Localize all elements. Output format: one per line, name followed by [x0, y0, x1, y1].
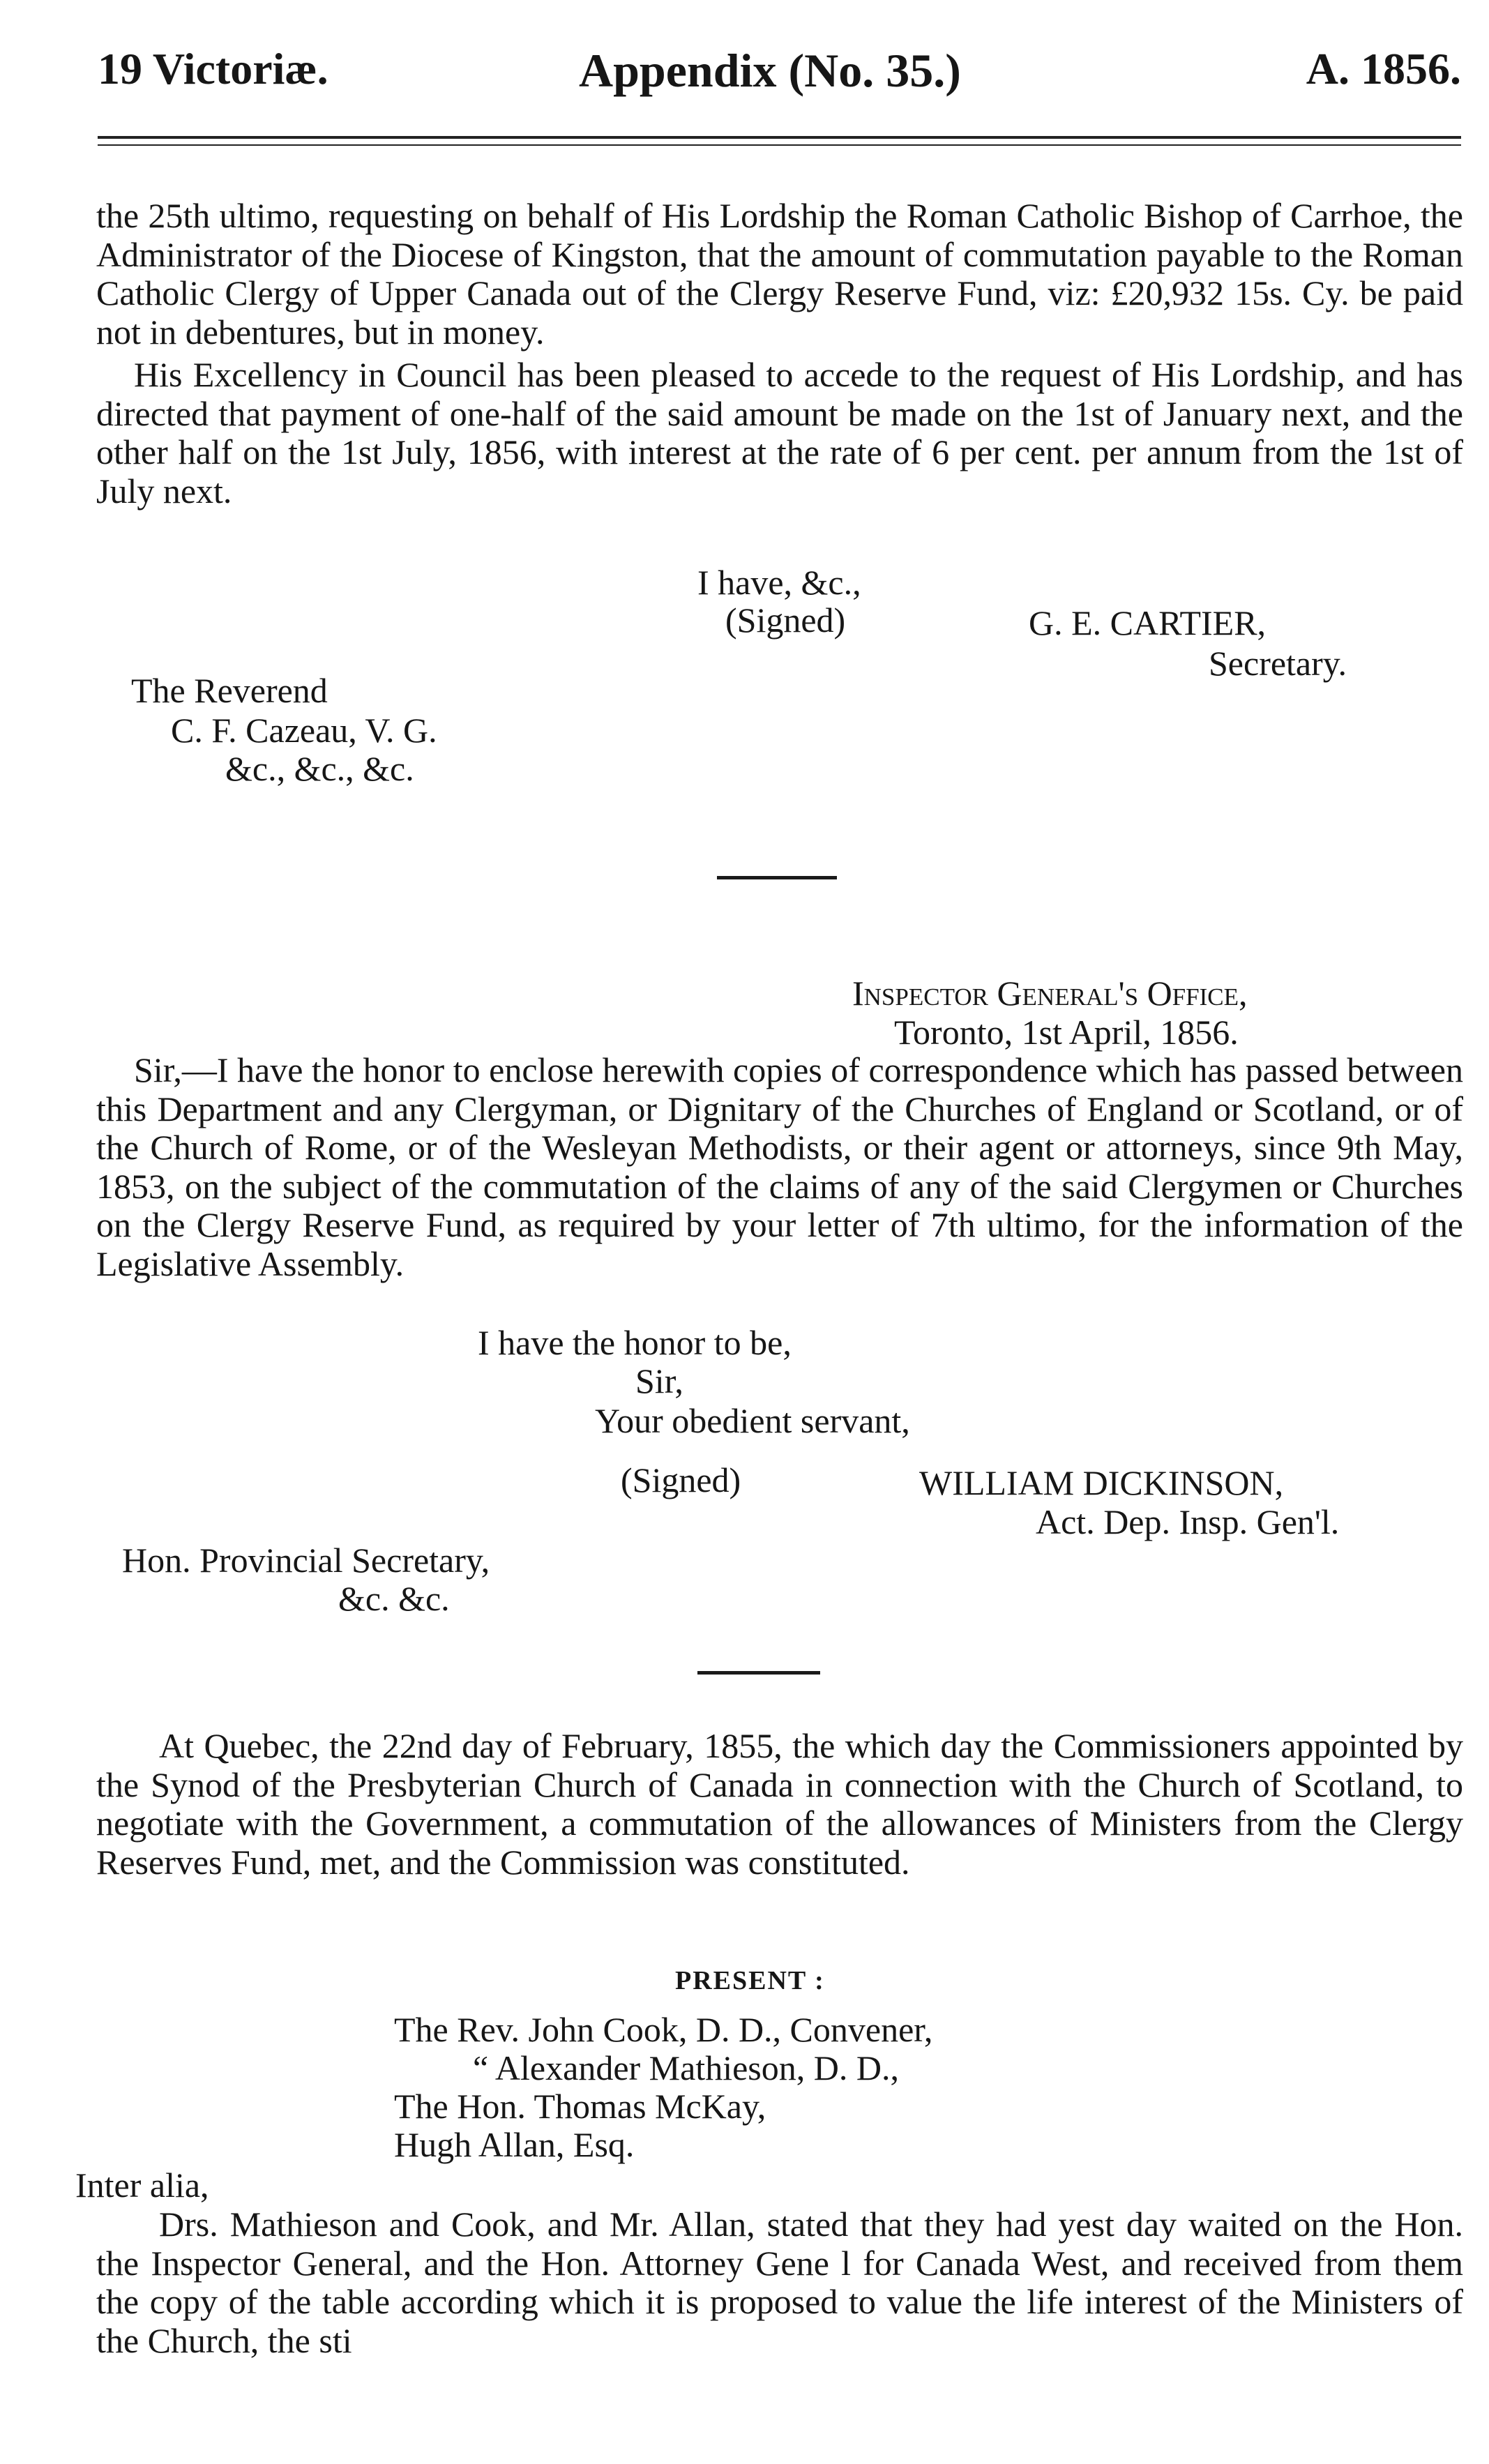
letter2-body-block: [96, 1051, 1463, 1283]
letter1-closing: I have, &c.,: [697, 563, 861, 602]
letter2-place-date: Toronto, 1st April, 1856.: [894, 1013, 1239, 1052]
inter-alia: Inter alia,: [75, 2166, 209, 2205]
letter1-signed: (Signed): [725, 600, 846, 640]
letter2-office: Inspector General's Office,: [852, 974, 1248, 1013]
header-year: A. 1856.: [1306, 44, 1461, 93]
letter2-signer: WILLIAM DICKINSON,: [919, 1463, 1284, 1502]
present-member: “ Alexander Mathieson, D. D.,: [473, 2048, 899, 2087]
letter2-closing-2: Sir,: [635, 1361, 683, 1400]
letter1-paragraph-1: the 25th ultimo, requesting on behalf of His Lordship the Roman Catholic Bishop of Carrhoe, the Administrator of the Diocese of Kingston, that the amount of commutation payable to the Roman Catholic Clergy of Upper Canada out of the Clergy Reserve Fund, viz: £20,932 15s. Cy. be paid not in debentures, but in money.: [96, 196, 1463, 352]
present-member: Hugh Allan, Esq.: [394, 2125, 635, 2164]
letter1-paragraph-2: His Excellency in Council has been pleased to accede to the request of His Lordship, and has directed that payment of one-half of the said amount be made on the 1st of January next, and the other half on the 1st July, 1856, with interest at the rate of 6 per cent. per annum from the 1st of July next.: [96, 355, 1463, 511]
letter2-signed: (Signed): [621, 1460, 741, 1499]
letter2-closing-1: I have the honor to be,: [478, 1323, 792, 1362]
letter2-body: Sir,—I have the honor to enclose herewith copies of correspondence which has passed between this Department and any Clergyman, or Dignitary of the Churches of England or Scotland, or of the Church of Rome, or of the Wesleyan Methodists, or their agent or attorneys, since 9th May, 1853, on the subject of the commutation of the claims of any of the said Clergymen or Churches on the Clergy Reserve Fund, as required by your letter of 7th ultimo, for the information of the Legislative Assembly.: [96, 1050, 1463, 1283]
letter2-addressee-1: Hon. Provincial Secretary,: [122, 1541, 490, 1580]
minutes-paragraph-2-block: [96, 2205, 1463, 2442]
letter1-signer: G. E. CARTIER,: [1029, 603, 1267, 642]
minutes-paragraph-2: Drs. Mathieson and Cook, and Mr. Allan, stated that they had yest day waited on the Hon. the Inspector General, and the Hon. Attorney Gene l for Canada West, and received from them the copy of the table according which it is proposed to value the life interest of the Ministers of the Church, the sti: [96, 2205, 1463, 2360]
present-member: The Rev. John Cook, D. D., Convener,: [394, 2010, 933, 2049]
section-divider-2: [697, 1671, 820, 1675]
letter1-body: [96, 197, 1463, 511]
header-double-rule: [98, 136, 1461, 146]
letter1-addressee-3: &c., &c., &c.: [225, 749, 414, 788]
present-heading: PRESENT :: [675, 1966, 825, 1995]
section-divider-1: [717, 876, 837, 879]
letter2-addressee-2: &c. &c.: [338, 1579, 450, 1618]
letter2-signer-title: Act. Dep. Insp. Gen'l.: [1036, 1502, 1340, 1541]
header-session: 19 Victoriæ.: [98, 44, 328, 93]
header-appendix: Appendix (No. 35.): [579, 44, 961, 97]
minutes-block: [96, 1727, 1463, 1882]
letter1-addressee-1: The Reverend: [131, 671, 328, 710]
letter2-closing-3: Your obedient servant,: [595, 1401, 910, 1440]
letter1-addressee-2: C. F. Cazeau, V. G.: [171, 711, 437, 750]
page-header: [98, 36, 1461, 113]
present-member: The Hon. Thomas McKay,: [394, 2087, 766, 2126]
minutes-paragraph-1: At Quebec, the 22nd day of February, 1855, the which day the Commissioners appointed by the Synod of the Presbyterian Church of Canada in connection with the Church of Scotland, to negotiate with the Government, a commutation of the allowances of Ministers from the Clergy Reserves Fund, met, and the Commission was constituted.: [96, 1726, 1463, 1882]
letter1-signer-title: Secretary.: [1209, 644, 1347, 683]
